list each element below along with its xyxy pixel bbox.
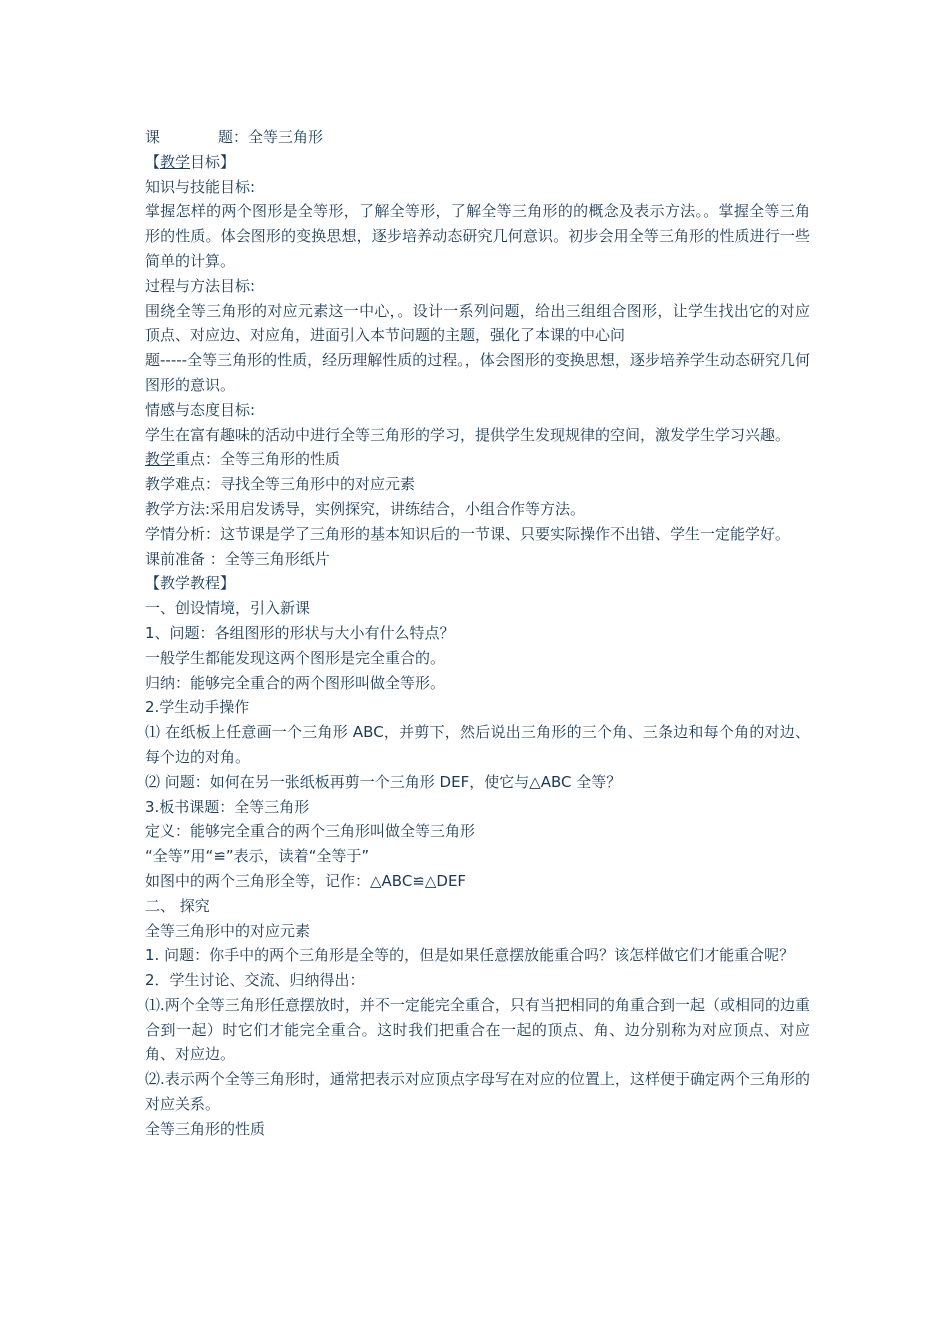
process-title: 【教学教程】 <box>145 574 236 593</box>
difficulty: 教学难点：寻找全等三角形中的对应元素 <box>145 475 416 494</box>
part-2-point-1: ⑴.两个全等三角形任意摆放时，并不一定能完全重合，只有当把相同的角重合到一起（或相同的边重合到一起）时它们才能完全重合。这时我们把重合在一起的顶点、角、边分别称为对应顶点、对应角、对应边。 <box>145 995 810 1064</box>
goal-bracket-close: 目标】 <box>190 152 236 171</box>
emotion-text: 学生在富有趣味的活动中进行全等三角形的学习，提供学生发现规律的空间，激发学生学习兴趣。 <box>145 425 791 444</box>
part-2-title: 二、 探究 <box>145 896 210 915</box>
process-heading: 过程与方法目标: <box>145 276 256 295</box>
process-text-1: 围绕全等三角形的对应元素这一中心，。设计一系列问题，给出三组组合图形，让学生找出它的对应顶点、对应边、对应角，进面引入本节问题的主题，强化了本课的中心问 <box>145 301 810 345</box>
definition: 定义：能够完全重合的两个三角形叫做全等三角形 <box>145 822 476 841</box>
goal-heading <box>145 150 810 175</box>
document-page <box>145 125 810 1142</box>
section-2-item-1: ⑴ 在纸板上任意画一个三角形 ABC，并剪下，然后说出三角形的三个角、三条边和每个角的对边、每个边的对角。 <box>145 723 810 766</box>
knowledge-text: 掌握怎样的两个图形是全等形，了解全等形，了解全等三角形的的概念及表示方法。。掌握全等三角形的性质。体会图形的变换思想，逐步培养动态研究几何意识。初步会用全等三角形的性质进行一些简单的计算。 <box>145 202 810 270</box>
knowledge-heading: 知识与技能目标: <box>145 177 256 196</box>
notation: “全等”用“≌”表示，读着“全等于” <box>145 847 370 866</box>
section-2-title: 2.学生动手操作 <box>145 698 250 717</box>
method: 教学方法:采用启发诱导，实例探究，讲练结合，小组合作等方法。 <box>145 499 586 518</box>
emotion-heading: 情感与态度目标: <box>145 400 256 419</box>
analysis: 学情分析：这节课是学了三角形的基本知识后的一节课、只要实际操作不出错、学生一定能学好。 <box>145 524 791 543</box>
section-1-question: 1、问题：各组图形的形状与大小有什么特点？ <box>145 623 455 642</box>
part-2-point-2: ⑵.表示两个全等三角形时，通常把表示对应顶点字母写在对应的位置上，这样便于确定两个三角形的对应关系。 <box>145 1070 810 1114</box>
goal-bracket-open: 【 <box>145 152 161 171</box>
section-3-title: 3.板书课题：全等三角形 <box>145 797 310 816</box>
section-1-title: 一、创设情境，引入新课 <box>145 599 311 618</box>
part-2-question-1: 1. 问题：你手中的两个三角形是全等的，但是如果任意摆放能重合吗？该怎样做它们才能重合呢？ <box>145 946 795 965</box>
title-label-b: 题：全等三角形 <box>218 128 324 146</box>
part-2-subtitle: 全等三角形中的对应元素 <box>145 921 311 940</box>
prep: 课前准备 ：全等三角形纸片 <box>145 549 330 568</box>
title-label-a: 课 <box>145 128 161 146</box>
key-point <box>145 447 810 472</box>
process-text-2: 题-----全等三角形的性质，经历理解性质的过程。，体会图形的变换思想，逐步培养学生动态研究几何图形的意识。 <box>145 351 810 394</box>
section-2-item-2: ⑵ 问题：如何在另一张纸板再剪一个三角形 DEF，使它与△ABC 全等？ <box>145 772 622 791</box>
example: 如图中的两个三角形全等，记作：△ABC≌△DEF <box>145 871 467 890</box>
key-text: 重点：全等三角形的性质 <box>175 450 341 469</box>
section-1-answer: 一般学生都能发现这两个图形是完全重合的。 <box>145 648 446 667</box>
part-2-question-2: 2．学生讨论、交流、归纳得出： <box>145 971 365 990</box>
section-1-summary: 归纳：能够完全重合的两个图形叫做全等形。 <box>145 673 446 692</box>
part-2-end: 全等三角形的性质 <box>145 1119 266 1138</box>
goal-link[interactable]: 教学 <box>160 152 191 171</box>
key-link[interactable]: 教学 <box>145 450 176 469</box>
lesson-title <box>145 125 810 150</box>
